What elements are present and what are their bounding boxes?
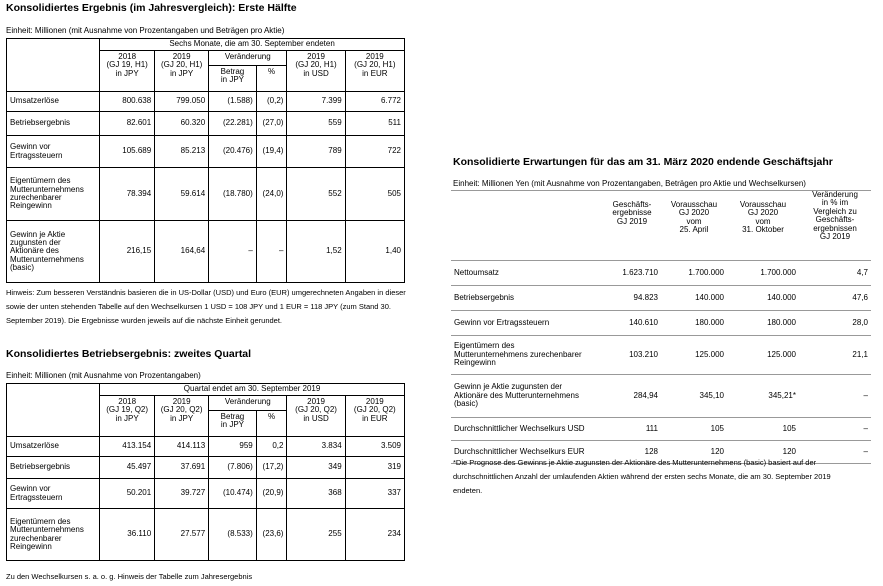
col-header: Betrag in JPY — [209, 411, 257, 437]
cell: 27.577 — [155, 509, 209, 561]
cell: 85.213 — [155, 136, 209, 168]
cell: (10.474) — [209, 479, 257, 509]
cell: 180.000 — [661, 311, 727, 336]
cell: 140.610 — [603, 311, 661, 336]
col-header: % — [256, 411, 287, 437]
unit-note-first-half: Einheit: Millionen (mit Ausnahme von Prozentangaben und Beträgen pro Aktie) — [6, 26, 285, 35]
cell: 6.772 — [345, 92, 404, 112]
cell: 1.700.000 — [727, 261, 799, 286]
cell: (1.588) — [209, 92, 257, 112]
cell: 125.000 — [727, 336, 799, 375]
cell: 337 — [345, 479, 404, 509]
cell: – — [799, 441, 871, 464]
period-header: Sechs Monate, die am 30. September endeten — [100, 39, 405, 51]
cell: 511 — [345, 112, 404, 136]
row-label: Gewinn vor Ertragssteuern — [451, 311, 603, 336]
unit-note-q2: Einheit: Millionen (mit Ausnahme von Prozentangaben) — [6, 371, 201, 380]
cell: 414.113 — [155, 437, 209, 457]
cell: 3.509 — [345, 437, 404, 457]
section-title-outlook: Konsolidierte Erwartungen für das am 31. März 2020 endende Geschäftsjahr — [453, 156, 833, 168]
cell: 36.110 — [100, 509, 155, 561]
col-header: Betrag in JPY — [209, 66, 257, 92]
cell: 59.614 — [155, 168, 209, 221]
col-header: 2018 (GJ 19, H1) in JPY — [100, 51, 155, 92]
header-blank — [7, 39, 100, 92]
cell: (24,0) — [256, 168, 287, 221]
cell: 722 — [345, 136, 404, 168]
table-q2 — [6, 383, 405, 561]
cell: 103.210 — [603, 336, 661, 375]
col-header-change: Veränderung — [209, 396, 287, 411]
col-header: 2019 (GJ 20, H1) in USD — [287, 51, 345, 92]
cell: 368 — [287, 479, 345, 509]
cell: 47,6 — [799, 286, 871, 311]
footnote-outlook: *Die Prognose des Gewinns je Aktie zugunsten der Aktionäre des Mutterunternehmens (basic) basiert auf der durchschnittlichen Anzahl der umlaufenden Aktien während der ersten sechs Monate, die am 30. September 2019 endeten. — [453, 458, 831, 495]
cell: 789 — [287, 136, 345, 168]
unit-note-outlook: Einheit: Millionen Yen (mit Ausnahme von Prozentangaben, Beträgen pro Aktie und Wechselkursen) — [453, 179, 806, 188]
cell: (20.476) — [209, 136, 257, 168]
col-header: 2019 (GJ 20, H1) in JPY — [155, 51, 209, 92]
cell: 1,40 — [345, 221, 404, 283]
section-title-q2: Konsolidiertes Betriebsergebnis: zweites Quartal — [6, 348, 252, 360]
col-header: 2019 (GJ 20, H1) in EUR — [345, 51, 404, 92]
cell: 1.623.710 — [603, 261, 661, 286]
cell: 0,2 — [256, 437, 287, 457]
period-header: Quartal endet am 30. September 2019 — [100, 384, 405, 396]
cell: – — [799, 375, 871, 418]
cell: 319 — [345, 457, 404, 479]
row-label: Gewinn vor Ertragssteuern — [7, 479, 100, 509]
col-header: Veränderung in % im Vergleich zu Geschäfts- ergebnissen GJ 2019 — [799, 191, 871, 261]
cell: (17,2) — [256, 457, 287, 479]
cell: 28,0 — [799, 311, 871, 336]
cell: 800.638 — [100, 92, 155, 112]
cell: 3.834 — [287, 437, 345, 457]
cell: 37.691 — [155, 457, 209, 479]
cell: (18.780) — [209, 168, 257, 221]
cell: 255 — [287, 509, 345, 561]
cell: 60.320 — [155, 112, 209, 136]
col-header: 2019 (GJ 20, Q2) in USD — [287, 396, 345, 437]
row-label: Gewinn je Aktie zugunsten der Aktionäre des Mutterunternehmens (basic) — [451, 375, 603, 418]
cell: – — [799, 418, 871, 441]
col-header: Geschäfts- ergebnisse GJ 2019 — [603, 191, 661, 261]
col-header: Vorausschau GJ 2020 vom 31. Oktober — [727, 191, 799, 261]
cell: 82.601 — [100, 112, 155, 136]
cell: (27,0) — [256, 112, 287, 136]
table-outlook — [451, 190, 871, 464]
cell: 799.050 — [155, 92, 209, 112]
cell: 505 — [345, 168, 404, 221]
row-label: Umsatzerlöse — [7, 437, 100, 457]
cell: 120 — [727, 441, 799, 464]
cell: 111 — [603, 418, 661, 441]
cell: 125.000 — [661, 336, 727, 375]
cell: (0,2) — [256, 92, 287, 112]
cell: (23,6) — [256, 509, 287, 561]
cell: (22.281) — [209, 112, 257, 136]
row-label: Eigentümern des Mutterunternehmens zurechenbarer Reingewinn — [7, 168, 100, 221]
cell: (20,9) — [256, 479, 287, 509]
cell: (8.533) — [209, 509, 257, 561]
col-header: Vorausschau GJ 2020 vom 25. April — [661, 191, 727, 261]
cell: 4,7 — [799, 261, 871, 286]
cell: 105 — [727, 418, 799, 441]
col-header: % — [256, 66, 287, 92]
row-label: Betriebsergebnis — [7, 457, 100, 479]
cell: 105.689 — [100, 136, 155, 168]
row-label: Betriebsergebnis — [451, 286, 603, 311]
row-label: Gewinn je Aktie zugunsten der Aktionäre des Mutterunternehmens (basic) — [7, 221, 100, 283]
cell: 78.394 — [100, 168, 155, 221]
cell: 959 — [209, 437, 257, 457]
header-blank — [451, 191, 603, 261]
row-label: Durchschnittlicher Wechselkurs USD — [451, 418, 603, 441]
row-label: Gewinn vor Ertragssteuern — [7, 136, 100, 168]
cell: 140.000 — [727, 286, 799, 311]
cell: 164,64 — [155, 221, 209, 283]
cell: 94.823 — [603, 286, 661, 311]
cell: 559 — [287, 112, 345, 136]
cell: (19,4) — [256, 136, 287, 168]
cell: 120 — [661, 441, 727, 464]
cell: 1,52 — [287, 221, 345, 283]
cell: 284,94 — [603, 375, 661, 418]
cell: 413.154 — [100, 437, 155, 457]
table-first-half — [6, 38, 405, 283]
cell: – — [209, 221, 257, 283]
cell: – — [256, 221, 287, 283]
header-blank — [7, 384, 100, 437]
cell: 349 — [287, 457, 345, 479]
row-label: Durchschnittlicher Wechselkurs EUR — [451, 441, 603, 464]
section-title-first-half: Konsolidiertes Ergebnis (im Jahresvergleich): Erste Hälfte — [6, 2, 297, 14]
cell: 39.727 — [155, 479, 209, 509]
row-label: Eigentümern des Mutterunternehmens zurechenbarer Reingewinn — [451, 336, 603, 375]
footnote-first-half: Hinweis: Zum besseren Verständnis basieren die in US-Dollar (USD) und Euro (EUR) umgerechneten Angaben in dieser sowie der unten stehenden Tabelle auf den Wechselkursen 1 USD = 108 JPY und 1 EUR = 118 JPY (zum Stand 30. September 2019). Die Ergebnisse wurden jeweils auf die nächste Einheit gerundet. — [6, 288, 406, 325]
cell: 128 — [603, 441, 661, 464]
footnote-q2: Zu den Wechselkursen s. a. o. g. Hinweis der Tabelle zum Jahresergebnis — [6, 572, 253, 581]
col-header: 2018 (GJ 19, Q2) in JPY — [100, 396, 155, 437]
cell: 21,1 — [799, 336, 871, 375]
cell: 105 — [661, 418, 727, 441]
row-label: Eigentümern des Mutterunternehmens zurechenbarer Reingewinn — [7, 509, 100, 561]
cell: 552 — [287, 168, 345, 221]
cell: 45.497 — [100, 457, 155, 479]
cell: 1.700.000 — [661, 261, 727, 286]
row-label: Betriebsergebnis — [7, 112, 100, 136]
cell: 140.000 — [661, 286, 727, 311]
row-label: Nettoumsatz — [451, 261, 603, 286]
cell: 180.000 — [727, 311, 799, 336]
col-header-change: Veränderung — [209, 51, 287, 66]
cell: 345,10 — [661, 375, 727, 418]
row-label: Umsatzerlöse — [7, 92, 100, 112]
cell: 50.201 — [100, 479, 155, 509]
cell: 7.399 — [287, 92, 345, 112]
cell: 234 — [345, 509, 404, 561]
cell: 216,15 — [100, 221, 155, 283]
col-header: 2019 (GJ 20, Q2) in EUR — [345, 396, 404, 437]
cell: (7.806) — [209, 457, 257, 479]
cell: 345,21* — [727, 375, 799, 418]
col-header: 2019 (GJ 20, Q2) in JPY — [155, 396, 209, 437]
